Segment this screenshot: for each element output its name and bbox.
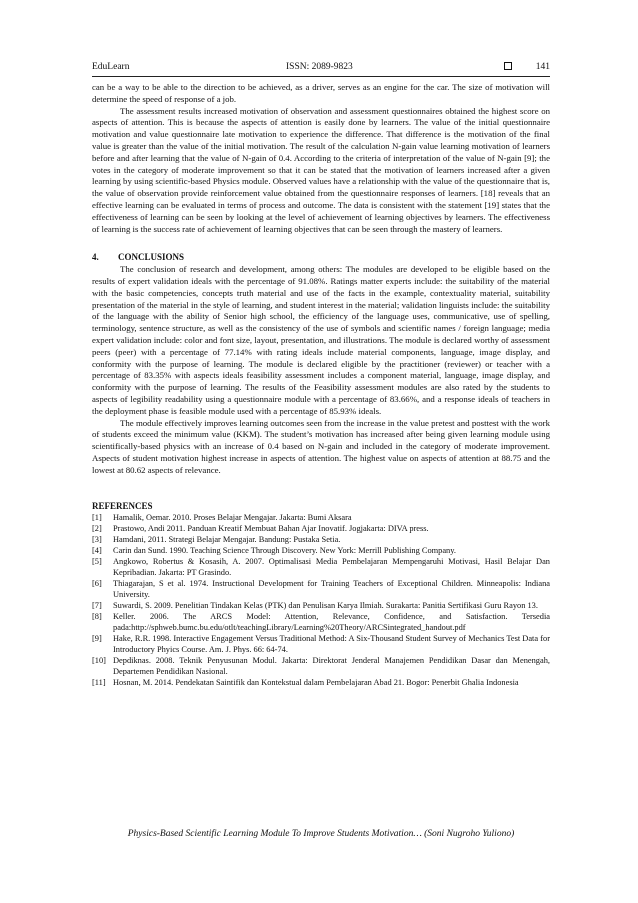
reference-number: [8] (92, 611, 102, 621)
reference-number: [2] (92, 523, 102, 533)
journal-name: EduLearn (92, 62, 130, 72)
reference-item (92, 600, 550, 611)
running-footer: Physics-Based Scientific Learning Module To Improve Students Motivation… (Soni Nugroho Yuliono) (127, 829, 515, 839)
conclusions-heading (92, 252, 550, 264)
reference-text: Hamalik, Oemar. 2010. Proses Belajar Mengajar. Jakarta: Bumi Aksara (113, 512, 352, 522)
reference-item (92, 534, 550, 545)
reference-item (92, 578, 550, 600)
reference-number: [4] (92, 545, 102, 555)
references-heading: REFERENCES (92, 500, 153, 511)
reference-text: Hosnan, M. 2014. Pendekatan Saintifik dan Kontekstual dalam Pembelajaran Abad 21. Bogor: Penerbit Ghalia Indonesia (113, 677, 519, 687)
reference-number: [10] (92, 655, 106, 665)
reference-number: [9] (92, 633, 102, 643)
reference-text: Hake, R.R. 1998. Interactive Engagement Versus Traditional Method: A Six-Thousand Student Survey of Mechanics Test Data for Introductory Phyics Course. Am. J. Phys. 66: 64-74. (113, 633, 550, 654)
issn: ISSN: 2089-9823 (286, 62, 353, 72)
reference-number: [11] (92, 677, 106, 687)
conclusions-paragraph-1: The conclusion of research and development, among others: The modules are developed to be eligible based on the results of expert validation ideals with the percentage of 91.08%. Ratings matter experts include: the suitability of the material with the basic competencies, concepts truth material and use of the facts in the example, contextuality material, suitability presentation of the material in the style of learning, and student interest in the material; validation linguists include: the suitability of the language with the ability of Senior high school, the efficiency of the language uses, communicative, use of spelling, terminology, sentence structure, as well as the consistency of the use of symbols and scientific names / foreign language; media expert validation include: color and font size, layout, presentation, and illustrations. The module is declared worthy of assessment peers (peer) with a percentage of 77.14% with rating ideals include material components, language, image display, and conformity with the purpose of learning. The module is declared eligible by the practitioner (reviewer) or teacher with a percentage of 83.35% with aspects ideals feasibility assessment includes a component material, language, image display, and conformity with the purpose of learning. The results of the Feasibility assessment modules are also rated by the students to aspects of legibility readability using a questionnaire module with a percentage of 83.66%, and a response ideals of teachers in the deployment phase is feasible module used with a percentage of 85.93% ideals. (92, 264, 550, 416)
reference-item (92, 655, 550, 677)
reference-number: [1] (92, 512, 102, 522)
reference-text: Keller. 2006. The ARCS Model: Attention, Relevance, Confidence, and Satisfaction. Tersedia pada:http://sphweb.bumc.bu.edu/otlt/teachingLibrary/Learning%20Theory/ARCSintegrated_handout.pdf (113, 611, 550, 632)
reference-number: [3] (92, 534, 102, 544)
reference-number: [5] (92, 556, 102, 566)
reference-text: Prastowo, Andi 2011. Panduan Kreatif Membuat Bahan Ajar Inovatif. Jogjakarta: DIVA press. (113, 523, 429, 533)
reference-text: Thiagarajan, S et al. 1974. Instructional Development for Training Teachers of Exceptional Children. Minneapolis: Indiana University. (113, 578, 550, 599)
square-bullet-icon (504, 62, 512, 70)
section-number: 4. (92, 252, 99, 263)
reference-text: Angkowo, Robertus & Kosasih, A. 2007. Optimalisasi Media Pembelajaran Mempengaruhi Motivasi, Hasil Belajar Dan Kepribadian. Jakarta: PT Grasindo. (113, 556, 550, 577)
reference-number: [7] (92, 600, 102, 610)
reference-list (92, 512, 550, 688)
running-header (92, 60, 550, 74)
conclusions-paragraph-2: The module effectively improves learning outcomes seen from the increase in the value pretest and posttest with the work of students exceed the minimum value (KKM). The student’s motivation has increased after being given learning module using scientifically-based physics with an increase of 0.4 based on N-gain and included in the category of moderate improvement. Aspects of student motivation highest increase in aspects of attention. The highest value on aspects of attention at 88.75 and the lowest at 80.62 aspects of relevance. (92, 417, 550, 475)
reference-text: Suwardi, S. 2009. Penelitian Tindakan Kelas (PTK) dan Penulisan Karya Ilmiah. Surakarta: Panitia Sertifikasi Guru Rayon 13. (113, 600, 538, 610)
reference-item (92, 633, 550, 655)
reference-number: [6] (92, 578, 102, 588)
header-rule (92, 76, 550, 77)
reference-item (92, 556, 550, 578)
reference-text: Hamdani, 2011. Strategi Belajar Mengajar. Bandung: Pustaka Setia. (113, 534, 341, 544)
main-content (92, 82, 550, 688)
reference-item (92, 611, 550, 633)
page-number: 141 (535, 62, 550, 72)
reference-text: Depdiknas. 2008. Teknik Penyusunan Modul. Jakarta: Direktorat Jenderal Manajemen Pendidikan Dasar dan Menengah, Departemen Pendidikan Nasional. (113, 655, 550, 676)
reference-item (92, 512, 550, 523)
reference-text: Carin dan Sund. 1990. Teaching Science Through Discovery. New York: Merrill Publishing Company. (113, 545, 456, 555)
reference-item (92, 545, 550, 556)
body-paragraph-1: can be a way to be able to the direction to be achieved, as a driver, serves as an engine for the car. The size of motivation will determine the speed of response of a job. (92, 82, 550, 104)
body-paragraph-2: The assessment results increased motivation of observation and assessment questionnaires obtained the highest score on aspects of attention. This is because the aspects of attention is easily done by learners. The value of the initial questionnaire motivation and value questionnaire late motivation to experience the difference. That difference is the motivation of the final value is greater than the value of the initial motivation. The result of the calculation N-gain value learning motivation of learners before and after learning that the value of N-gain of 0.4. According to the criteria of interpretation of the value of N-gain [9]; the votes in the category of moderate improvement so that it can be stated that the motivation of learners increased after a given learning by using scientific-based Physics module. Observed values have a relationship with the value of the questionnaire that is, the value of observation provide reinforcement value obtained from the questionnaire responses of learners. [18] reveals that an effective learning can be evaluated in terms of process and outcome. The data is consistent with the statement [19] states that the effectiveness of learning can be seen by looking at the level of achievement of learning objectives by learners. The effectiveness of learning is the success rate of achievement of learning objectives that can be seen through the mastery of learners. (92, 105, 550, 234)
reference-item (92, 523, 550, 534)
section-title: CONCLUSIONS (118, 252, 185, 263)
reference-item (92, 677, 550, 688)
